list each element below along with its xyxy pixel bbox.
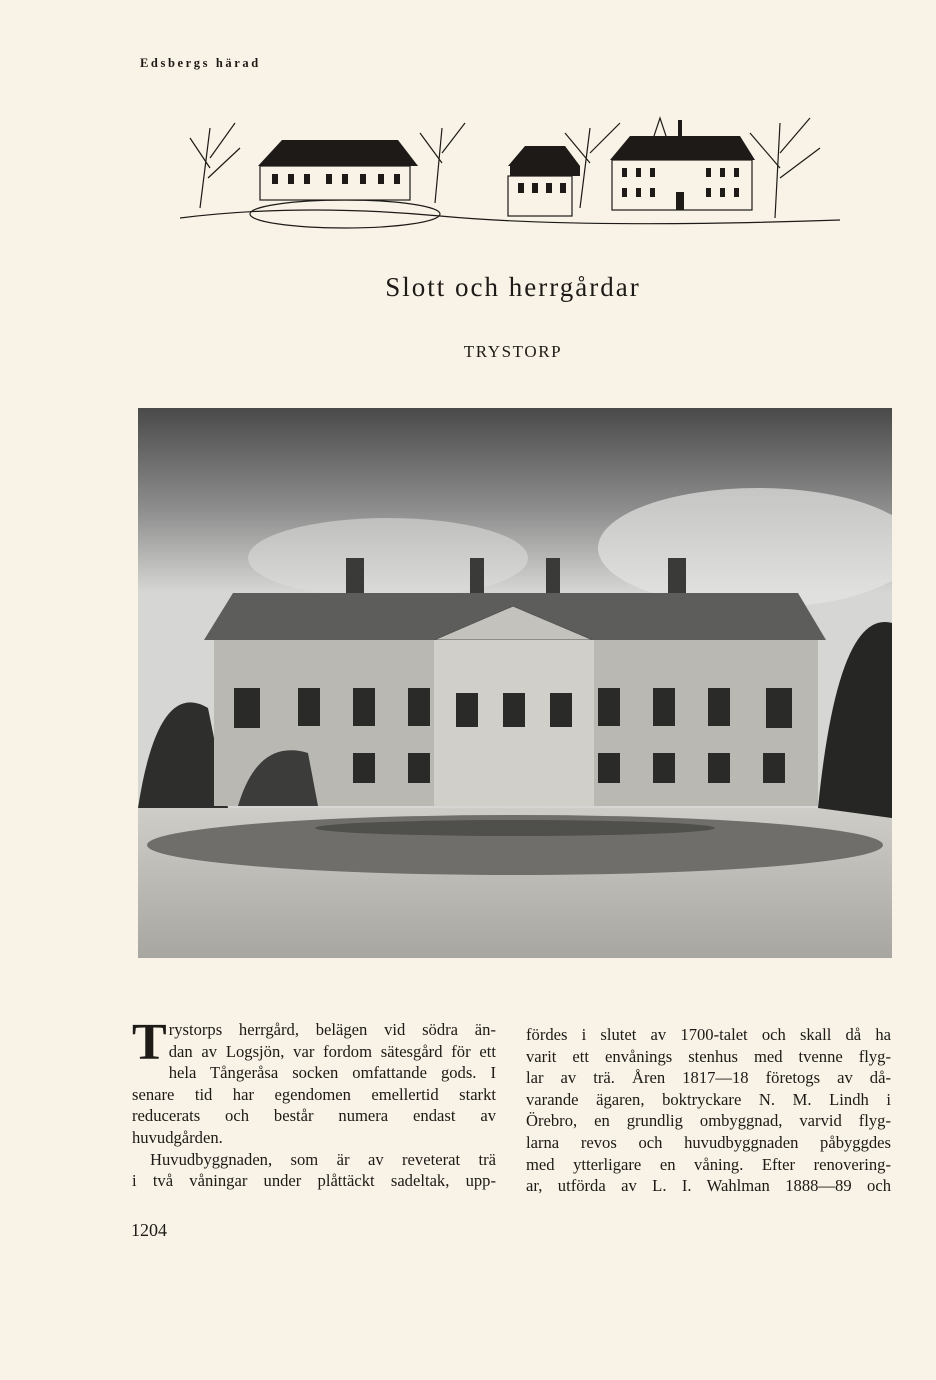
text-line: senare tid har egendomen emellertid starkt [132, 1084, 496, 1104]
manor-photograph [138, 408, 892, 958]
text-line: varande ägaren, boktryckare N. M. Lindh i [526, 1089, 891, 1109]
drop-cap: T [132, 1014, 167, 1071]
text-line: lar av trä. Åren 1817—18 företogs av då- [526, 1068, 891, 1088]
section-heading: TRYSTORP [463, 342, 563, 361]
body-text-right-column [526, 1024, 891, 1197]
text-line: rystorps herrgård, belägen vid södra än- [168, 1020, 496, 1039]
text-line: i två våningar under plåttäckt sadeltak, upp- [132, 1171, 496, 1191]
text-line: larna revos och huvudbyggnaden påbyggdes [526, 1132, 891, 1152]
text-line: fördes i slutet av 1700-talet och skall då ha [526, 1025, 891, 1044]
page-title: Slott och herrgårdar [385, 272, 641, 302]
running-head: Edsbergs härad [140, 56, 261, 70]
page-number: 1204 [131, 1220, 167, 1240]
text-line: dan av Logsjön, var fordom sätesgård för ett [168, 1041, 496, 1061]
text-line: Huvudbyggnaden, som är av reveterat trä [150, 1149, 496, 1169]
header-vignette-illustration [180, 108, 840, 238]
text-line: varit ett envånings stenhus med tvenne flyg- [526, 1046, 891, 1066]
text-line: med ytterligare en våning. Efter renovering- [526, 1154, 891, 1174]
text-line: hela Tångeråsa socken omfattande gods. I [168, 1063, 496, 1083]
text-line: reducerats och består numera endast av [132, 1106, 496, 1126]
body-text-left-column [132, 1014, 496, 1192]
text-line: Örebro, en grundlig ombyggnad, varvid flyg- [526, 1111, 891, 1131]
text-line: ar, utförda av L. I. Wahlman 1888—89 och [526, 1176, 891, 1196]
text-line: huvudgården. [132, 1127, 223, 1147]
